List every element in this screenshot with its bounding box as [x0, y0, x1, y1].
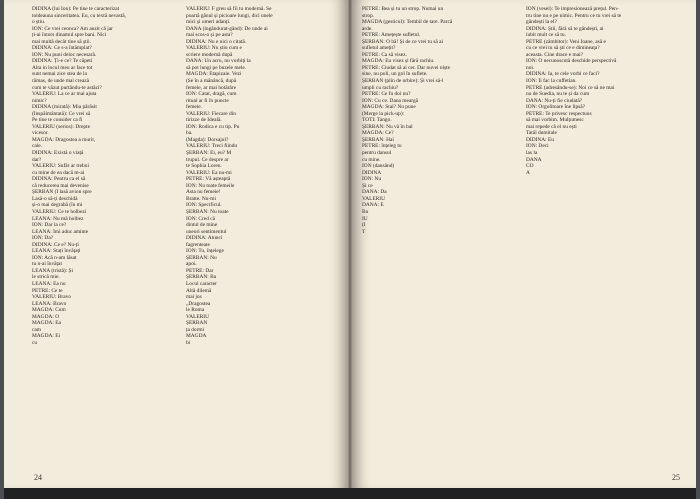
text-line: trupul. Ce despre ar: [186, 156, 229, 163]
text-line: ION: O necunoscută deschide perspectivă: [526, 58, 617, 65]
text-line: VALERIU: La ce ar mai ajuta: [32, 91, 97, 98]
text-line: VALERIU: [362, 195, 385, 202]
text-line: PETRE: Ce te: [32, 287, 63, 294]
text-line: LEANA: Îmi aduc aminte: [32, 228, 89, 235]
text-line: să pot lungi pe buzele mele.: [186, 64, 247, 71]
text-line: ȘERBAN: Nu: [186, 254, 217, 261]
text-line: PETRE: Amețește sufletul.: [362, 32, 421, 39]
text-line: VALERIU: Sufăr ar trebui: [32, 163, 89, 170]
text-line: DANA: Nu-ți fie ciudată?: [526, 97, 583, 104]
text-line: gândești la el?: [526, 19, 557, 26]
text-line: arde.: [362, 25, 373, 32]
text-line: sunt nemai zice stea de la: [32, 71, 87, 78]
text-line: DIDINA: Ce s-a întâmplat?: [32, 45, 92, 52]
text-line: ION (dansând): [362, 163, 395, 170]
text-line: VALERIU: Ce te holbezi: [32, 208, 87, 215]
text-line: ION: Rodica e cu tip. Pu: [186, 123, 240, 130]
text-line: totdeauna sinceritatea. Eu, cu textă nevastă,: [32, 12, 126, 19]
text-line: DIDINA: Ia, te cele vorbi ce faci?: [526, 71, 600, 78]
text-line: DIDINA: Nu e nici o citată.: [186, 38, 247, 45]
text-line: DANA: E: [362, 202, 384, 209]
text-line: DIDINA (mirată): Mia părăsit: [32, 104, 97, 111]
text-line: VALERIU: F greu să fii tu modernă. Se: [186, 6, 272, 12]
text-line: MAGDA: Ea: [32, 320, 61, 327]
open-book: [4, 0, 696, 499]
text-line: PETRE (zâmbitor): Veni Ioane, asă e: [526, 38, 606, 45]
text-line: pentru dansul: [362, 150, 392, 157]
text-line: PETRE: Dar: [186, 267, 214, 274]
text-line: DIDINA: Atunci: [186, 235, 223, 242]
text-line: DANA (ingândurat-gând): De unde ai: [186, 25, 268, 32]
text-line: Asta nu femeie!: [186, 189, 221, 196]
text-line: strop.: [362, 12, 375, 19]
text-line: poartă gânul și picioare lungi, dici unele: [186, 12, 273, 19]
text-line: mai repede că el nu ești: [526, 123, 577, 130]
text-line: VALERIU: [186, 313, 209, 320]
text-line: ba.: [186, 130, 193, 137]
text-line: uneori sentimentul: [186, 228, 227, 235]
text-line: PETRE: Bea și tu un strop. Numai un: [362, 6, 444, 12]
text-line: te Sophia Loren.: [186, 163, 222, 170]
text-line: ION: Deci: [526, 143, 549, 150]
text-line: DANA: Un acru, nu vorbiți la: [186, 58, 251, 65]
text-line: Și ce: [362, 182, 373, 189]
text-line: MAGDA: O: [32, 313, 60, 320]
text-line: ION: Orgolitoare îne lipsă?: [526, 104, 586, 111]
text-line: ritual ar fi în puncte: [186, 97, 229, 104]
text-line: Bratte. Nu-mi: [186, 195, 216, 202]
text-line: dintul de mine: [186, 222, 218, 229]
text-line: MAGDA: Etapizaie. Vezi: [186, 71, 242, 78]
text-line: „Dragostea: [186, 300, 211, 307]
text-line: ȘERBAN: Ei, eu? M: [186, 150, 232, 157]
text-line: DIDINA: Există o viață: [32, 150, 84, 157]
text-line: ION: Dar la ce?: [32, 222, 67, 229]
text-line: ȘERBAN: [186, 320, 208, 327]
text-line: cu mine.: [362, 156, 381, 163]
text-line: (Înspăimântată): Ce vrei să: [32, 110, 91, 117]
text-line: MAGDA: Ei: [32, 333, 61, 340]
text-line: femeie, ar mai hotărâre: [186, 84, 236, 91]
text-line: o știu.: [32, 19, 46, 26]
text-line: mai jos: [186, 294, 202, 301]
text-line: MAGDA: Cum: [32, 307, 66, 314]
text-line: LEANA: Ea nu: [32, 280, 66, 287]
text-line: ța dormi: [186, 326, 205, 333]
text-line: VALERIU: Ea nu-mi: [186, 169, 232, 176]
text-line: apoi.: [186, 261, 197, 268]
text-line: MAGDA (gesticul): Tembil de tare. Parcă: [362, 19, 453, 26]
text-line: cum te văzut purtându-te astăzi?: [32, 84, 102, 91]
text-line: LEANA: Bravo: [32, 300, 67, 307]
text-line: MAGDA: Dragostea a murit,: [32, 136, 96, 143]
text-line: PETRE: Te privesc respectuos: [526, 110, 592, 117]
text-line: DANA: Da: [362, 189, 387, 196]
text-line: ți-ai întors dinamul spre bani. Nici: [32, 32, 107, 39]
text-line: Bu: [362, 208, 369, 215]
page-number: 24: [34, 473, 42, 482]
text-line: ȘERBAN: Nu vă în bal: [362, 123, 413, 130]
text-line: PETRE: Vă așteaptă: [186, 176, 231, 183]
text-line: noi.: [526, 64, 535, 71]
page-number: 25: [672, 473, 680, 482]
text-line: DIDINA: Eu: [526, 136, 554, 143]
text-line: cu ce vrei tu să ști ce e dimineața?: [526, 45, 600, 52]
text-line: ION: Îi fac la cuffetian.: [526, 78, 577, 85]
text-line: ȘERBAN: Nu toate: [186, 208, 229, 215]
text-line: LEANA: Stați învățați: [32, 248, 81, 255]
text-line: mai scos-o și pe asta?: [186, 32, 233, 39]
text-line: iubit mult ce să tu.: [526, 32, 566, 39]
text-line: Altă dilemă: [186, 287, 212, 294]
text-line: scriere modernă după: [186, 51, 233, 58]
text-line: DIDINA: [362, 169, 382, 176]
text-line: rămas, de unde mai crează: [32, 78, 90, 85]
text-line: DIDINA: Ce e? Nu-ți: [32, 241, 79, 248]
text-line: ION: Tu, înțelege: [186, 248, 224, 255]
left-page: [4, 0, 348, 488]
text-line: VALERIU: Treci fiindu: [186, 143, 238, 150]
text-line: că reducerea mai devenise: [32, 182, 89, 189]
text-line: DIDINA: Știi, fără să te gândești, ai: [526, 25, 604, 32]
book-bottom-edge: [4, 488, 696, 499]
right-page-column-1: [362, 6, 510, 452]
text-line: tirizze de Ideală.: [186, 117, 222, 124]
text-line: ION: Ce vrei ceonca? Am auzit că jar: [32, 25, 113, 32]
text-line: ION: Da?: [32, 235, 54, 242]
text-line: DIDINA: Pentru ca el să: [32, 176, 86, 183]
text-line: ION: Nu puni deloc necesară.: [32, 51, 97, 58]
text-line: femeie.: [186, 104, 203, 111]
text-line: ION: Cred că: [186, 215, 216, 222]
text-line: PETRE: Ciudat să ai cer. Dar nuvei niște: [362, 64, 451, 71]
text-line: Locul caracter: [186, 280, 217, 287]
text-line: le strică mie.: [32, 274, 60, 281]
text-line: PETRE: Ca să visez.: [362, 51, 407, 58]
text-line: sine, nu poli, un gol în suflete.: [362, 71, 428, 78]
text-line: TOTI: Tango.: [362, 117, 392, 124]
text-line: ȘERBAN: Hai: [362, 136, 394, 143]
left-page-column-2: [186, 6, 334, 452]
text-line: MAGDA: Eu visez și fără rachiu.: [362, 58, 435, 65]
text-line: dar?: [32, 156, 42, 163]
text-line: DIDINA (lui Ion): Pe tine te caracterizat: [32, 6, 120, 12]
text-line: las la: [526, 150, 538, 157]
text-line: ION: Specificul.: [186, 202, 222, 209]
text-line: mai multă decât tine să știi.: [32, 38, 91, 45]
left-page-column-1: [32, 6, 180, 452]
text-line: IU: [362, 215, 368, 222]
text-line: CO: [526, 163, 534, 170]
text-line: tru tine nu e pe nimic. Pentru ce tu vrei să te: [526, 12, 622, 19]
text-line: DIDINA: Ți-e ce? Te căpeti: [32, 58, 93, 65]
right-page-column-2: [526, 6, 674, 452]
text-line: A: [526, 169, 530, 176]
text-line: PETRE: Ce fu doi nu?: [362, 91, 411, 98]
text-line: ION (vesel): Te impresionează prețul. Pen-: [526, 6, 619, 12]
text-line: VALERIU: Fiecare din: [186, 110, 236, 117]
text-line: bi: [186, 339, 191, 346]
text-line: ION: Cu ce. Dana meargă: [362, 97, 419, 104]
text-line: T: [362, 228, 366, 235]
text-line: LEANA (tristă): Și: [32, 267, 74, 274]
text-line: Alta in locul meu ar face tot: [32, 64, 93, 71]
text-line: umpli cu rachiu?: [362, 84, 399, 91]
text-line: (Se în a mănâncă, după: [186, 78, 237, 85]
text-line: aceasta. Cine drace e mai?: [526, 51, 584, 58]
text-line: (Merge la pick-up):: [362, 110, 405, 117]
right-page: [352, 0, 696, 488]
text-line: Pe tine te consider ca fi: [32, 117, 83, 124]
text-line: MAGDA: [186, 333, 207, 340]
text-line: ȘERBAN: Ba: [186, 274, 217, 281]
text-line: cu mine de ea dacă m-ai: [32, 169, 85, 176]
text-line: tu n-ai învățat: [32, 261, 62, 268]
text-line: LEANA: Nu mă holbez: [32, 215, 84, 222]
text-line: PETRE: înțeleg tu: [362, 143, 402, 150]
text-line: fagrenteate: [186, 241, 210, 248]
text-line: VALERIU: Bravo: [32, 294, 71, 301]
text-line: cu: [32, 339, 38, 346]
text-line: PETRE (adresându-se): Noi ce să ne mai: [526, 84, 615, 91]
text-line: vicesor.: [32, 130, 49, 137]
text-line: le Roma: [186, 307, 205, 314]
text-line: ȘERBAN (Î lasă avion spre: [32, 189, 92, 196]
text-line: ȘERBAN (plin de orbire): Și vrei să-l: [362, 78, 444, 85]
text-line: ION: Acă n-am lăsat: [32, 254, 77, 261]
text-line: mici și umeri adanți.: [186, 19, 231, 26]
text-line: (Magda): Dorsajul?: [186, 136, 229, 143]
text-line: cam: [32, 326, 41, 333]
text-line: VALERIU: Nu știu cum e: [186, 45, 242, 52]
text-line: Tatăl dumitale: [526, 130, 557, 137]
text-line: MAGDA: Stai? Nu pune: [362, 104, 416, 111]
text-line: ION: Nu: [362, 176, 382, 183]
text-line: (I: [362, 222, 366, 229]
text-line: să mai vorbim. Mulțumesc: [526, 117, 584, 124]
text-line: MAGDA: Ce?: [362, 130, 394, 137]
text-line: ION: Catat, dragă, cum: [186, 91, 237, 98]
text-line: ȘERBAN: O bă! Și de ce vrei tu să ai: [362, 38, 443, 45]
text-line: cale.: [32, 143, 43, 150]
text-line: ION: Nu toate femeile: [186, 182, 235, 189]
text-line: VALERIU (serios): Drepte: [32, 123, 90, 130]
text-line: nimic?: [32, 97, 47, 104]
text-line: nu de Suedia, nu te și da cum: [526, 91, 590, 98]
text-line: Lasă-o să-ți deschidă: [32, 195, 78, 202]
text-line: sufletul amețit?: [362, 45, 396, 52]
text-line: DANA: [526, 156, 542, 163]
text-line: și-o mai degrabă (în mi: [32, 202, 83, 209]
